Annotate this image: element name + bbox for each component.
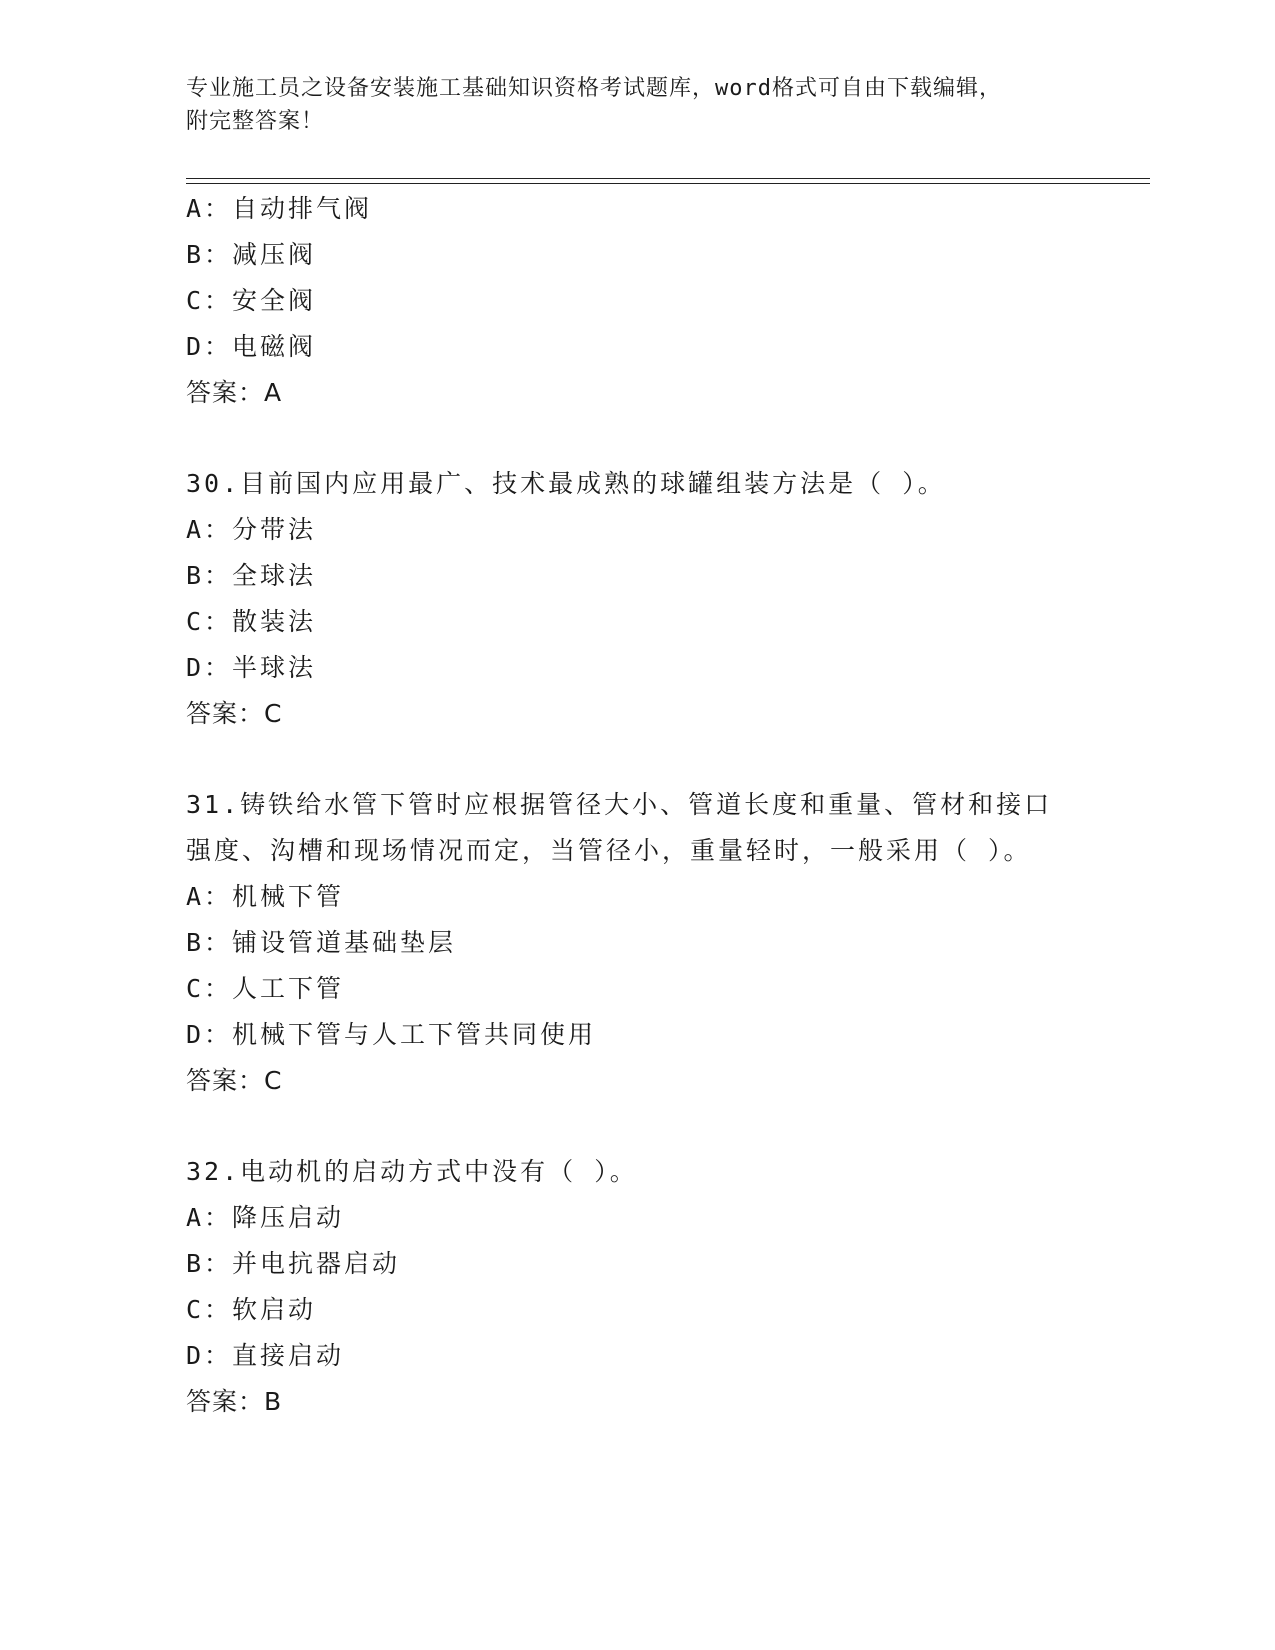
header-divider-bottom xyxy=(186,183,1150,184)
option-c: C：散装法 xyxy=(186,607,317,636)
option-d: D：机械下管与人工下管共同使用 xyxy=(186,1020,597,1049)
question-text: 30.目前国内应用最广、技术最成熟的球罐组装方法是（ ）。 xyxy=(186,469,946,498)
header-divider-top xyxy=(186,178,1150,179)
spacer xyxy=(186,737,1136,782)
question-text-line-1: 31.铸铁给水管下管时应根据管径大小、管道长度和重量、管材和接口 xyxy=(186,790,1053,819)
question-list xyxy=(186,186,1136,1425)
option-d: D：直接启动 xyxy=(186,1341,345,1370)
spacer xyxy=(186,416,1136,461)
option-b: B：全球法 xyxy=(186,561,317,590)
answer-line: 答案：B xyxy=(186,1387,283,1416)
option-d: D：电磁阀 xyxy=(186,332,317,361)
answer-line: 答案：A xyxy=(186,378,283,407)
header-line-1: 专业施工员之设备安装施工基础知识资格考试题库，word格式可自由下载编辑， xyxy=(186,76,1002,101)
document-header xyxy=(186,72,1086,138)
question-30-block xyxy=(186,461,1136,737)
answer-line: 答案：C xyxy=(186,1066,283,1095)
option-c: C：人工下管 xyxy=(186,974,345,1003)
option-c: C：软启动 xyxy=(186,1295,317,1324)
option-a: A：分带法 xyxy=(186,515,317,544)
option-b: B：铺设管道基础垫层 xyxy=(186,928,457,957)
spacer xyxy=(186,1104,1136,1149)
question-text-line-2: 强度、沟槽和现场情况而定，当管径小，重量轻时，一般采用（ ）。 xyxy=(186,836,1032,865)
question-29-block xyxy=(186,186,1136,416)
option-a: A：降压启动 xyxy=(186,1203,345,1232)
option-d: D：半球法 xyxy=(186,653,317,682)
option-b: B：减压阀 xyxy=(186,240,317,269)
answer-line: 答案：C xyxy=(186,699,283,728)
question-31-block xyxy=(186,782,1136,1104)
header-line-2: 附完整答案！ xyxy=(186,109,325,134)
question-32-block xyxy=(186,1149,1136,1425)
option-c: C：安全阀 xyxy=(186,286,317,315)
question-text: 32.电动机的启动方式中没有（ ）。 xyxy=(186,1157,638,1186)
option-b: B：并电抗器启动 xyxy=(186,1249,401,1278)
option-a: A：自动排气阀 xyxy=(186,194,373,223)
option-a: A：机械下管 xyxy=(186,882,345,911)
